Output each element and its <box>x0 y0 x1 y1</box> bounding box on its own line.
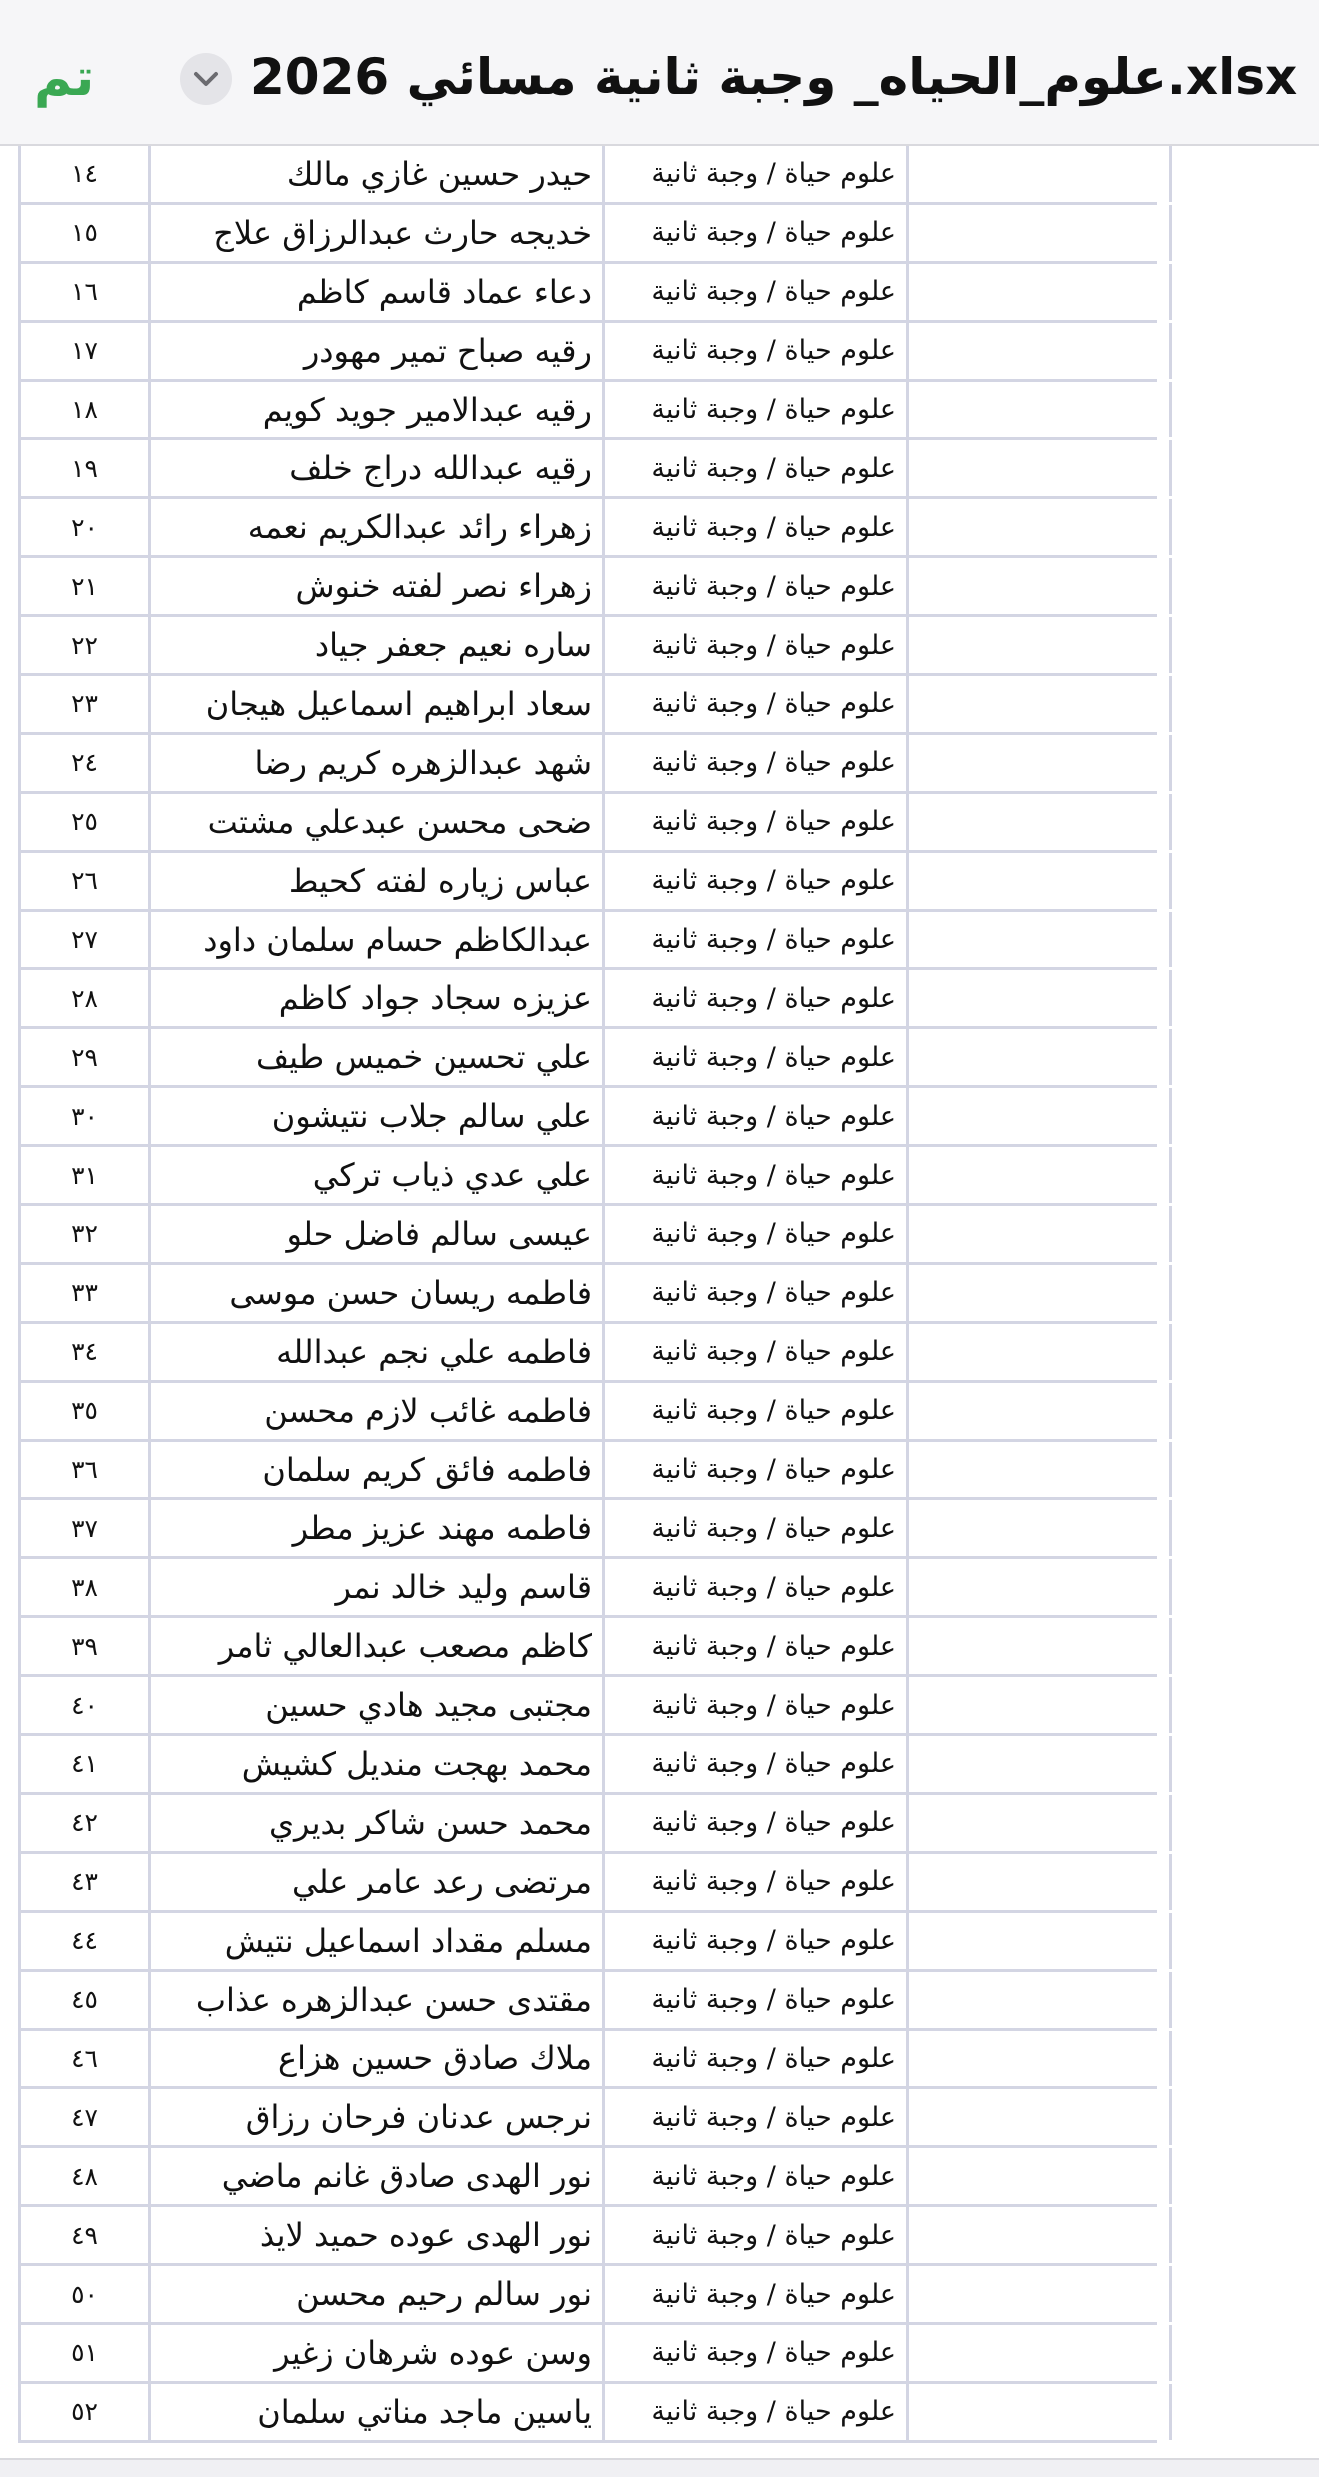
empty-cell[interactable] <box>906 2148 1172 2204</box>
group-cell[interactable]: علوم حياة / وجبة ثانية <box>602 440 906 496</box>
row-number-cell[interactable]: ٢٣ <box>18 676 148 732</box>
row-number-cell[interactable]: ١٨ <box>18 382 148 438</box>
row-number-cell[interactable]: ٤٢ <box>18 1795 148 1851</box>
row-number-cell[interactable]: ٢٩ <box>18 1029 148 1085</box>
row-number-cell[interactable]: ٣٠ <box>18 1088 148 1144</box>
empty-cell[interactable] <box>906 146 1172 202</box>
student-name-cell[interactable]: سعاد ابراهيم اسماعيل هيجان <box>148 676 602 732</box>
empty-cell[interactable] <box>906 2266 1172 2322</box>
empty-cell[interactable] <box>906 2207 1172 2263</box>
empty-cell[interactable] <box>906 1736 1172 1792</box>
table-row <box>18 735 1157 794</box>
student-name-cell[interactable]: فاطمه ريسان حسن موسى <box>148 1265 602 1321</box>
row-number-cell[interactable]: ٥١ <box>18 2325 148 2381</box>
student-name-cell[interactable]: ملاك صادق حسين هزاع <box>148 2031 602 2087</box>
table-row <box>18 1913 1157 1972</box>
chevron-down-icon <box>193 69 219 89</box>
bottom-bar <box>0 2458 1319 2477</box>
row-number-cell[interactable]: ٣١ <box>18 1147 148 1203</box>
group-cell[interactable]: علوم حياة / وجبة ثانية <box>602 1324 906 1380</box>
empty-cell[interactable] <box>906 735 1172 791</box>
table-row <box>18 2207 1157 2266</box>
student-name-cell[interactable]: عيسى سالم فاضل حلو <box>148 1206 602 1262</box>
group-cell[interactable]: علوم حياة / وجبة ثانية <box>602 970 906 1026</box>
student-name-cell[interactable]: خديجه حارث عبدالرزاق علاج <box>148 205 602 261</box>
table-row <box>18 853 1157 912</box>
table-row <box>18 1383 1157 1442</box>
empty-cell[interactable] <box>906 2325 1172 2381</box>
student-name-cell[interactable]: زهراء نصر لفته خنوش <box>148 558 602 614</box>
row-number-cell[interactable]: ٥٢ <box>18 2384 148 2440</box>
table-row <box>18 1677 1157 1736</box>
empty-cell[interactable] <box>906 1500 1172 1556</box>
student-name-cell[interactable]: علي سالم جلاب نتيشون <box>148 1088 602 1144</box>
student-name-cell[interactable]: رقيه عبدالله دراج خلف <box>148 440 602 496</box>
student-name-cell[interactable]: دعاء عماد قاسم كاظم <box>148 264 602 320</box>
empty-cell[interactable] <box>906 2089 1172 2145</box>
student-name-cell[interactable]: فاطمه مهند عزيز مطر <box>148 1500 602 1556</box>
student-name-cell[interactable]: محمد بهجت منديل كشيش <box>148 1736 602 1792</box>
group-cell[interactable]: علوم حياة / وجبة ثانية <box>602 264 906 320</box>
row-number-cell[interactable]: ٤٧ <box>18 2089 148 2145</box>
group-cell[interactable]: علوم حياة / وجبة ثانية <box>602 1206 906 1262</box>
group-cell[interactable]: علوم حياة / وجبة ثانية <box>602 2384 906 2440</box>
table-row <box>18 912 1157 971</box>
student-name-cell[interactable]: قاسم وليد خالد نمر <box>148 1559 602 1615</box>
group-cell[interactable]: علوم حياة / وجبة ثانية <box>602 2148 906 2204</box>
group-cell[interactable]: علوم حياة / وجبة ثانية <box>602 2325 906 2381</box>
table-row <box>18 558 1157 617</box>
row-number-cell[interactable]: ٢١ <box>18 558 148 614</box>
group-cell[interactable]: علوم حياة / وجبة ثانية <box>602 617 906 673</box>
group-cell[interactable]: علوم حياة / وجبة ثانية <box>602 2089 906 2145</box>
row-number-cell[interactable]: ٣٧ <box>18 1500 148 1556</box>
table-row <box>18 205 1157 264</box>
table-row <box>18 676 1157 735</box>
student-name-cell[interactable]: مجتبى مجيد هادي حسين <box>148 1677 602 1733</box>
row-number-cell[interactable]: ٤٣ <box>18 1854 148 1910</box>
student-name-cell[interactable]: وسن عوده شرهان زغير <box>148 2325 602 2381</box>
row-number-cell[interactable]: ٢٦ <box>18 853 148 909</box>
student-name-cell[interactable]: نور سالم رحيم محسن <box>148 2266 602 2322</box>
empty-cell[interactable] <box>906 617 1172 673</box>
row-number-cell[interactable]: ٢٤ <box>18 735 148 791</box>
student-name-cell[interactable]: مسلم مقداد اسماعيل نتيش <box>148 1913 602 1969</box>
empty-cell[interactable] <box>906 912 1172 968</box>
table-row <box>18 1147 1157 1206</box>
group-cell[interactable]: علوم حياة / وجبة ثانية <box>602 676 906 732</box>
row-number-cell[interactable]: ٤٦ <box>18 2031 148 2087</box>
empty-cell[interactable] <box>906 853 1172 909</box>
empty-cell[interactable] <box>906 970 1172 1026</box>
group-cell[interactable]: علوم حياة / وجبة ثانية <box>602 1736 906 1792</box>
table-row <box>18 440 1157 499</box>
student-name-cell[interactable]: عبدالكاظم حسام سلمان داود <box>148 912 602 968</box>
group-cell[interactable]: علوم حياة / وجبة ثانية <box>602 1972 906 2028</box>
row-number-cell[interactable]: ٥٠ <box>18 2266 148 2322</box>
student-name-cell[interactable]: ضحى محسن عبدعلي مشتت <box>148 794 602 850</box>
document-title: علوم_الحياه_ وجبة ثانية مسائي 2026.xlsx <box>250 48 1298 106</box>
table-row <box>18 617 1157 676</box>
group-cell[interactable]: علوم حياة / وجبة ثانية <box>602 2031 906 2087</box>
table-row <box>18 1442 1157 1501</box>
group-cell[interactable]: علوم حياة / وجبة ثانية <box>602 912 906 968</box>
empty-cell[interactable] <box>906 1972 1172 2028</box>
group-cell[interactable]: علوم حياة / وجبة ثانية <box>602 853 906 909</box>
row-number-cell[interactable]: ١٩ <box>18 440 148 496</box>
empty-cell[interactable] <box>906 440 1172 496</box>
group-cell[interactable]: علوم حياة / وجبة ثانية <box>602 794 906 850</box>
student-name-cell[interactable]: محمد حسن شاكر بديري <box>148 1795 602 1851</box>
student-name-cell[interactable]: فاطمه علي نجم عبدالله <box>148 1324 602 1380</box>
student-name-cell[interactable]: رقيه صباح تمير مهودر <box>148 323 602 379</box>
student-name-cell[interactable]: نور الهدى صادق غانم ماضي <box>148 2148 602 2204</box>
empty-cell[interactable] <box>906 1854 1172 1910</box>
table-row <box>18 1324 1157 1383</box>
group-cell[interactable]: علوم حياة / وجبة ثانية <box>602 1442 906 1498</box>
table-row <box>18 323 1157 382</box>
group-cell[interactable]: علوم حياة / وجبة ثانية <box>602 205 906 261</box>
group-cell[interactable]: علوم حياة / وجبة ثانية <box>602 1854 906 1910</box>
student-name-cell[interactable]: ياسين ماجد مناتي سلمان <box>148 2384 602 2440</box>
student-name-cell[interactable]: نرجس عدنان فرحان رزاق <box>148 2089 602 2145</box>
table-row <box>18 1854 1157 1913</box>
group-cell[interactable]: علوم حياة / وجبة ثانية <box>602 1147 906 1203</box>
empty-cell[interactable] <box>906 1559 1172 1615</box>
student-name-cell[interactable]: رقيه عبدالامير جويد كويم <box>148 382 602 438</box>
row-number-cell[interactable]: ٢٢ <box>18 617 148 673</box>
row-number-cell[interactable]: ٢٧ <box>18 912 148 968</box>
table-row <box>18 264 1157 323</box>
student-name-cell[interactable]: علي عدي ذياب تركي <box>148 1147 602 1203</box>
table-row <box>18 1618 1157 1677</box>
row-number-cell[interactable]: ٣٢ <box>18 1206 148 1262</box>
row-number-cell[interactable]: ٣٩ <box>18 1618 148 1674</box>
table-row <box>18 1265 1157 1324</box>
empty-cell[interactable] <box>906 1088 1172 1144</box>
top-bar <box>0 0 1319 146</box>
group-cell[interactable]: علوم حياة / وجبة ثانية <box>602 1913 906 1969</box>
student-name-cell[interactable]: نور الهدى عوده حميد لايذ <box>148 2207 602 2263</box>
empty-cell[interactable] <box>906 1383 1172 1439</box>
group-cell[interactable]: علوم حياة / وجبة ثانية <box>602 1265 906 1321</box>
row-number-cell[interactable]: ٣٤ <box>18 1324 148 1380</box>
row-number-cell[interactable]: ٤٩ <box>18 2207 148 2263</box>
row-number-cell[interactable]: ٣٣ <box>18 1265 148 1321</box>
group-cell[interactable]: علوم حياة / وجبة ثانية <box>602 1383 906 1439</box>
row-number-cell[interactable]: ٣٨ <box>18 1559 148 1615</box>
empty-cell[interactable] <box>906 2031 1172 2087</box>
group-cell[interactable]: علوم حياة / وجبة ثانية <box>602 735 906 791</box>
group-cell[interactable]: علوم حياة / وجبة ثانية <box>602 1029 906 1085</box>
student-name-cell[interactable]: مقتدى حسن عبدالزهره عذاب <box>148 1972 602 2028</box>
group-cell[interactable]: علوم حياة / وجبة ثانية <box>602 558 906 614</box>
student-name-cell[interactable]: ساره نعيم جعفر جياد <box>148 617 602 673</box>
empty-cell[interactable] <box>906 499 1172 555</box>
empty-cell[interactable] <box>906 1795 1172 1851</box>
row-number-cell[interactable]: ١٧ <box>18 323 148 379</box>
empty-cell[interactable] <box>906 1677 1172 1733</box>
table-row <box>18 1206 1157 1265</box>
student-name-cell[interactable]: حيدر حسين غازي مالك <box>148 146 602 202</box>
row-number-cell[interactable]: ٤٤ <box>18 1913 148 1969</box>
row-number-cell[interactable]: ٤٠ <box>18 1677 148 1733</box>
table-row <box>18 1972 1157 2031</box>
spreadsheet-grid[interactable] <box>18 146 1157 2443</box>
empty-cell[interactable] <box>906 1029 1172 1085</box>
empty-cell[interactable] <box>906 2384 1172 2440</box>
empty-cell[interactable] <box>906 382 1172 438</box>
row-number-cell[interactable]: ٢٠ <box>18 499 148 555</box>
table-row <box>18 1029 1157 1088</box>
empty-cell[interactable] <box>906 1442 1172 1498</box>
empty-cell[interactable] <box>906 205 1172 261</box>
empty-cell[interactable] <box>906 264 1172 320</box>
student-name-cell[interactable]: شهد عبدالزهره كريم رضا <box>148 735 602 791</box>
table-row <box>18 1088 1157 1147</box>
student-name-cell[interactable]: فاطمه غائب لازم محسن <box>148 1383 602 1439</box>
group-cell[interactable]: علوم حياة / وجبة ثانية <box>602 1795 906 1851</box>
empty-cell[interactable] <box>906 1265 1172 1321</box>
group-cell[interactable]: علوم حياة / وجبة ثانية <box>602 382 906 438</box>
group-cell[interactable]: علوم حياة / وجبة ثانية <box>602 2207 906 2263</box>
table-row <box>18 970 1157 1029</box>
empty-cell[interactable] <box>906 1206 1172 1262</box>
table-row <box>18 1500 1157 1559</box>
empty-cell[interactable] <box>906 1913 1172 1969</box>
title-menu-button[interactable] <box>180 53 232 105</box>
row-number-cell[interactable]: ٢٨ <box>18 970 148 1026</box>
student-name-cell[interactable]: كاظم مصعب عبدالعالي ثامر <box>148 1618 602 1674</box>
row-number-cell[interactable]: ٣٦ <box>18 1442 148 1498</box>
empty-cell[interactable] <box>906 794 1172 850</box>
row-number-cell[interactable]: ٤٨ <box>18 2148 148 2204</box>
group-cell[interactable]: علوم حياة / وجبة ثانية <box>602 323 906 379</box>
row-number-cell[interactable]: ١٥ <box>18 205 148 261</box>
table-row <box>18 1559 1157 1618</box>
student-name-cell[interactable]: زهراء رائد عبدالكريم نعمه <box>148 499 602 555</box>
student-name-cell[interactable]: عباس زياره لفته كحيط <box>148 853 602 909</box>
empty-cell[interactable] <box>906 1618 1172 1674</box>
empty-cell[interactable] <box>906 558 1172 614</box>
group-cell[interactable]: علوم حياة / وجبة ثانية <box>602 1559 906 1615</box>
table-row <box>18 2148 1157 2207</box>
student-name-cell[interactable]: عزيزه سجاد جواد كاظم <box>148 970 602 1026</box>
empty-cell[interactable] <box>906 1324 1172 1380</box>
table-row <box>18 499 1157 558</box>
row-number-cell[interactable]: ١٦ <box>18 264 148 320</box>
group-cell[interactable]: علوم حياة / وجبة ثانية <box>602 1618 906 1674</box>
empty-cell[interactable] <box>906 1147 1172 1203</box>
group-cell[interactable]: علوم حياة / وجبة ثانية <box>602 2266 906 2322</box>
group-cell[interactable]: علوم حياة / وجبة ثانية <box>602 1500 906 1556</box>
table-row <box>18 146 1157 205</box>
table-row <box>18 2384 1157 2443</box>
empty-cell[interactable] <box>906 323 1172 379</box>
empty-cell[interactable] <box>906 676 1172 732</box>
row-number-cell[interactable]: ١٤ <box>18 146 148 202</box>
group-cell[interactable]: علوم حياة / وجبة ثانية <box>602 1677 906 1733</box>
row-number-cell[interactable]: ٤٥ <box>18 1972 148 2028</box>
table-row <box>18 1736 1157 1795</box>
table-row <box>18 382 1157 441</box>
table-row <box>18 2031 1157 2090</box>
group-cell[interactable]: علوم حياة / وجبة ثانية <box>602 1088 906 1144</box>
table-row <box>18 2325 1157 2384</box>
student-name-cell[interactable]: علي تحسين خميس طيف <box>148 1029 602 1085</box>
table-row <box>18 1795 1157 1854</box>
table-row <box>18 2266 1157 2325</box>
row-number-cell[interactable]: ٤١ <box>18 1736 148 1792</box>
done-button[interactable]: تم <box>34 48 95 108</box>
row-number-cell[interactable]: ٣٥ <box>18 1383 148 1439</box>
group-cell[interactable]: علوم حياة / وجبة ثانية <box>602 146 906 202</box>
group-cell[interactable]: علوم حياة / وجبة ثانية <box>602 499 906 555</box>
student-name-cell[interactable]: مرتضى رعد عامر علي <box>148 1854 602 1910</box>
table-row <box>18 794 1157 853</box>
table-row <box>18 2089 1157 2148</box>
student-name-cell[interactable]: فاطمه فائق كريم سلمان <box>148 1442 602 1498</box>
row-number-cell[interactable]: ٢٥ <box>18 794 148 850</box>
